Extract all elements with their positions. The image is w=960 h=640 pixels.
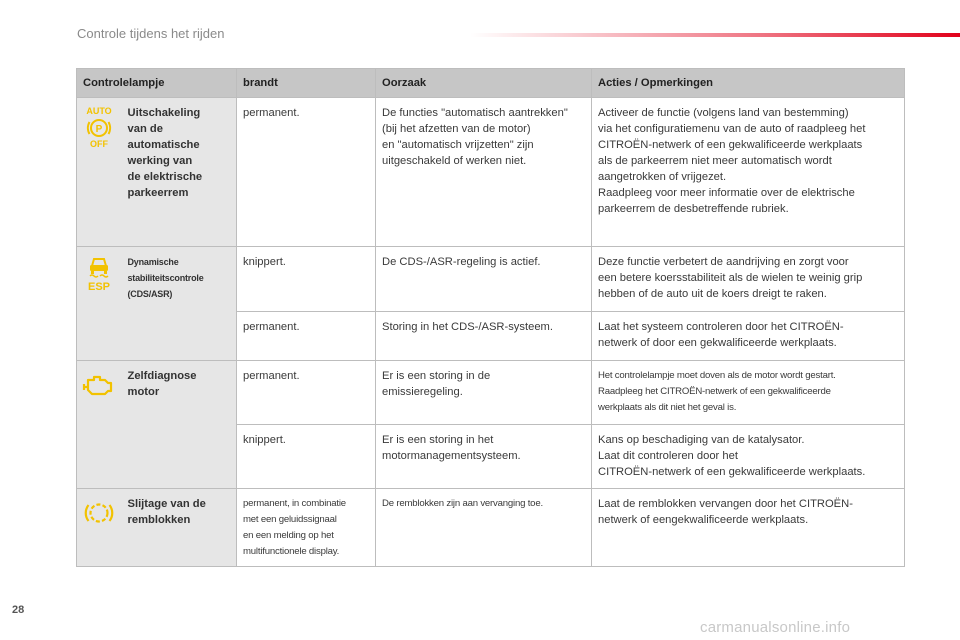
lamp-label: Zelfdiagnose motor (122, 361, 237, 489)
brandt-cell: knippert. (237, 425, 376, 489)
table-row (77, 98, 905, 247)
oorzaak-cell: De remblokken zijn aan vervanging toe. (376, 489, 592, 567)
oorzaak-cell: De functies "automatisch aantrekken" (bij het afzetten van de motor) en "automatisch vrijzetten" zijn uitgeschakeld of werken niet. (376, 98, 592, 247)
table-row (77, 361, 905, 425)
icon-cell (77, 361, 122, 489)
icon-cell (77, 489, 122, 567)
warning-lamps-table (76, 68, 905, 567)
acties-cell: Deze functie verbetert de aandrijving en zorgt voor een betere koersstabiliteit als de wielen te weinig grip hebben of de auto uit de koers dreigt te raken. (592, 247, 905, 312)
brandt-cell: knippert. (237, 247, 376, 312)
brandt-cell: permanent. (237, 361, 376, 425)
lamp-label: Slijtage van de remblokken (122, 489, 237, 567)
off-icon-text: OFF (90, 139, 109, 149)
oorzaak-cell: Storing in het CDS-/ASR-systeem. (376, 312, 592, 361)
brandt-cell: permanent. (237, 98, 376, 247)
acties-cell: Activeer de functie (volgens land van bestemming) via het configuratiemenu van de auto of raadpleeg het CITROËN-netwerk of een gekwalificeerde werkplaats als de parkeerrem niet meer automatisch wordt aangetrokken of vrijgezet. Raadpleeg voor meer informatie over de elektrische parkeerrem de desbetreffende rubriek. (592, 98, 905, 247)
auto-icon-text: AUTO (86, 106, 112, 116)
header-oorzaak: Oorzaak (376, 69, 592, 98)
header-accent-bar (470, 33, 960, 37)
header-brandt: brandt (237, 69, 376, 98)
section-title: Controle tijdens het rijden (77, 26, 225, 41)
auto-parking-brake-off-icon (82, 105, 116, 149)
watermark: carmanualsonline.info (700, 619, 851, 636)
esp-icon-text: ESP (88, 281, 111, 293)
icon-cell (77, 247, 122, 361)
oorzaak-cell: Er is een storing in de emissieregeling. (376, 361, 592, 425)
brake-pad-wear-icon (83, 499, 115, 527)
lamp-label: Dynamische stabiliteitscontrole (CDS/ASR) (122, 247, 237, 361)
acties-cell: Laat het systeem controleren door het CITROËN- netwerk of door een gekwalificeerde werkplaats. (592, 312, 905, 361)
lamp-label: Uitschakeling van de automatische werking van de elektrische parkeerrem (122, 98, 237, 247)
table-row (77, 489, 905, 567)
icon-cell (77, 98, 122, 247)
esp-skidding-car-icon (84, 254, 114, 294)
header-acties: Acties / Opmerkingen (592, 69, 905, 98)
brandt-cell: permanent, in combinatie met een geluidssignaal en een melding op het multifunctionele display. (237, 489, 376, 567)
acties-cell: Het controlelampje moet doven als de motor wordt gestart. Raadpleeg het CITROËN-netwerk of een gekwalificeerde werkplaats als dit niet het geval is. (592, 361, 905, 425)
oorzaak-cell: Er is een storing in het motormanagementsysteem. (376, 425, 592, 489)
header-controlelampje: Controlelampje (77, 69, 237, 98)
acties-cell: Kans op beschadiging van de katalysator. Laat dit controleren door het CITROËN-netwerk of een gekwalificeerde werkplaats. (592, 425, 905, 489)
table-row (77, 247, 905, 312)
page-number: 28 (12, 604, 25, 616)
engine-check-icon (82, 371, 116, 399)
table-header-row (77, 69, 905, 98)
oorzaak-cell: De CDS-/ASR-regeling is actief. (376, 247, 592, 312)
svg-text:P: P (95, 124, 103, 135)
brandt-cell: permanent. (237, 312, 376, 361)
acties-cell: Laat de remblokken vervangen door het CITROËN- netwerk of eengekwalificeerde werkplaats. (592, 489, 905, 567)
